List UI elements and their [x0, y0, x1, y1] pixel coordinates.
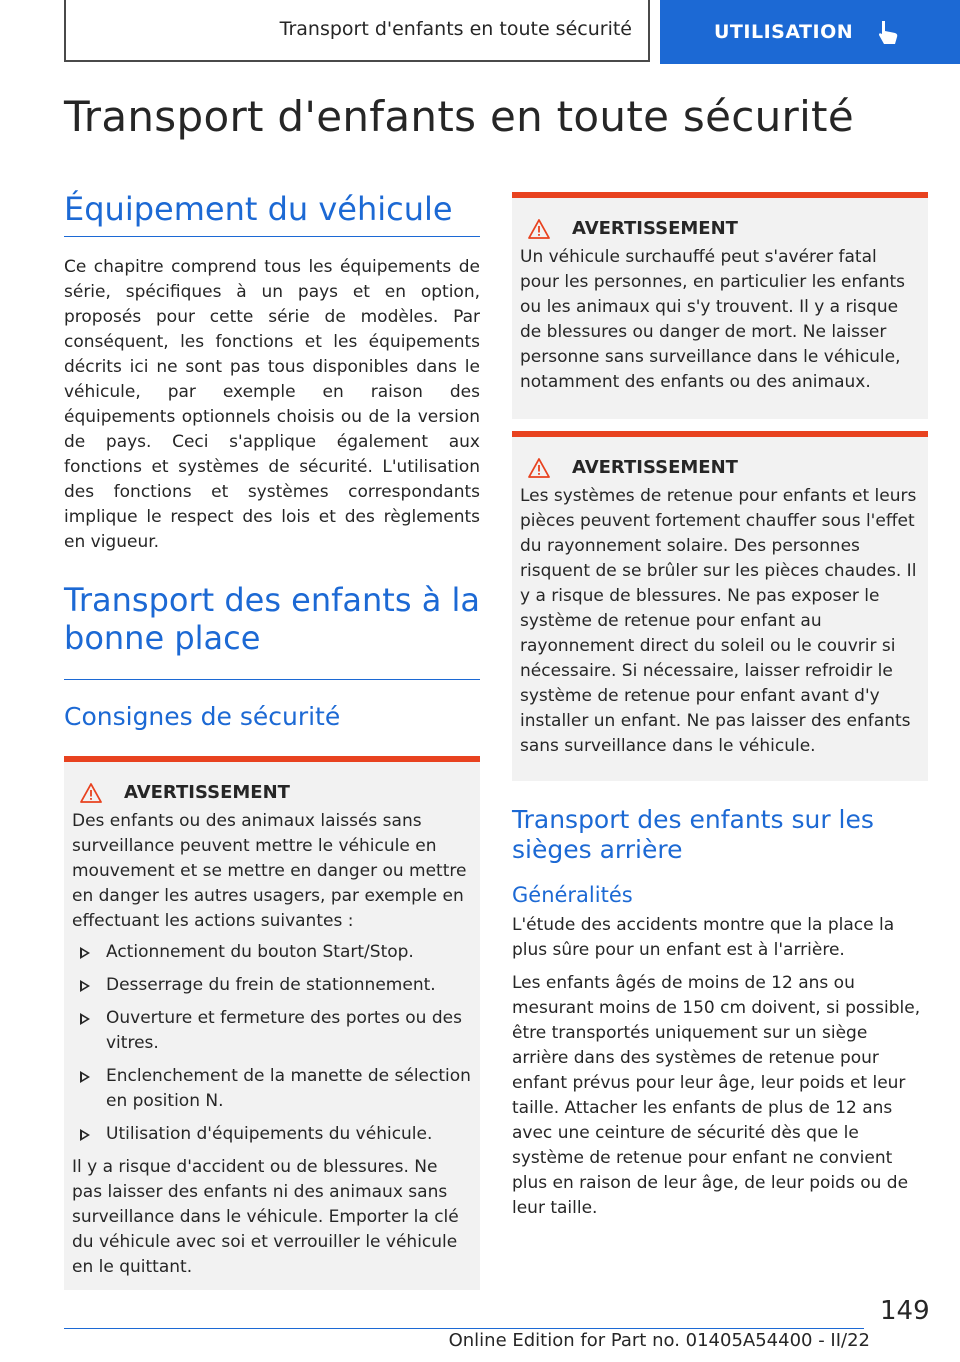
- warning-title: [520, 218, 920, 239]
- list-item: [72, 940, 472, 965]
- warning-outro: Il y a risque d'accident ou de blessures. Ne pas laisser des enfants ni des animaux sans surveillance dans le véhicule. Emporter la clé du véhicule avec soi et verrouiller le véhicule en le quittant.: [72, 1157, 459, 1277]
- list-item-text: Utilisation d'équipements du véhicule.: [106, 1124, 433, 1144]
- header-chapter-tab[interactable]: [660, 0, 960, 64]
- warning-text: Un véhicule surchauffé peut s'avérer fatal pour les personnes, en particulier les enfants ou les animaux qui s'y trouvent. Il y a risque de blessures ou danger de mort. Ne laisser personne sans surveillance dans le véhicule, notamment des enfants ou des animaux.: [520, 247, 905, 392]
- list-item-text: Desserrage du frein de stationnement.: [106, 975, 436, 995]
- general-paragraph-2: Les enfants âgés de moins de 12 ans ou mesurant moins de 150 cm doivent, si possible, être transportés uniquement sur un siège arrière dans des systèmes de retenue pour enfant prévus pour leur âge, leur poids et leur taille. Attacher les enfants de plus de 12 ans avec une ceinture de sécurité dès que le système de retenue pour enfant ne convient plus en raison de leur âge, de leur poids ou de leur taille.: [512, 973, 921, 1218]
- warning-box-children: [64, 756, 480, 1290]
- safety-heading: Consignes de sécurité: [64, 702, 341, 731]
- warning-title: [520, 457, 920, 478]
- left-column: [64, 190, 480, 1290]
- header-section-tab: [64, 0, 650, 62]
- warning-text: Les systèmes de retenue pour enfants et leurs pièces peuvent fortement chauffer sous l'effet du rayonnement solaire. Des personnes risquent de se brûler sur les pièces chaudes. Il y a risque de blessures. Ne pas exposer le système de retenue pour enfant au rayonnement direct du soleil ou le couvrir si nécessaire. Si nécessaire, laisser refroidir le système de retenue pour enfant avant d'y installer un enfant. Ne pas laisser des enfants sans surveillance dans le véhicule.: [520, 486, 917, 756]
- list-item: [72, 1064, 472, 1114]
- general-heading: Généralités: [512, 883, 633, 907]
- general-paragraph-1: L'étude des accidents montre que la place la plus sûre pour un enfant est à l'arrière.: [512, 915, 895, 960]
- triangle-bullet-icon: [80, 1129, 90, 1141]
- rear-seats-heading: Transport des enfants sur les sièges arrière: [512, 805, 874, 864]
- warning-action-list: [72, 940, 472, 1147]
- footer-edition: Online Edition for Part no. 01405A54400 - II/22: [448, 1330, 870, 1351]
- header-section-title: Transport d'enfants en toute sécurité: [279, 18, 632, 40]
- warning-triangle-icon: [80, 783, 102, 803]
- triangle-bullet-icon: [80, 947, 90, 959]
- general-paragraphs: [512, 913, 928, 1221]
- list-item-text: Ouverture et fermeture des portes ou des vitres.: [106, 1008, 462, 1053]
- place-rule: [64, 679, 480, 680]
- footer-rule: [64, 1328, 864, 1329]
- equipment-text: Ce chapitre comprend tous les équipements de série, spécifiques à un pays et en option, proposés pour cette série de modèles. Par conséquent, les fonctions et les équipements décrits ici ne sont pas tous disponibles dans le véhicule, par exemple en raison des équipements optionnels choisis ou de la version de pays. Ceci s'applique également aux fonctions et systèmes de sécurité. L'utilisation des fonctions et systèmes correspondants implique le respect des lois et des règlements en vigueur.: [64, 257, 480, 552]
- warning-triangle-icon: [528, 219, 550, 239]
- warning-box-heat: [512, 192, 928, 419]
- page-title: Transport d'enfants en toute sécurité: [64, 92, 854, 141]
- equipment-heading: Équipement du véhicule: [64, 190, 453, 228]
- warning-title: [72, 782, 472, 803]
- warning-box-sun: [512, 431, 928, 781]
- pointing-hand-icon: [875, 19, 901, 45]
- triangle-bullet-icon: [80, 1071, 90, 1083]
- triangle-bullet-icon: [80, 980, 90, 992]
- warning-title-label: AVERTISSEMENT: [124, 782, 290, 803]
- place-heading: Transport des enfants à la bonne place: [64, 581, 480, 657]
- warning-triangle-icon: [528, 458, 550, 478]
- equipment-paragraph: [64, 255, 480, 555]
- equipment-rule: [64, 236, 480, 237]
- page-number: 149: [880, 1296, 930, 1326]
- warning-intro: Des enfants ou des animaux laissés sans surveillance peuvent mettre le véhicule en mouvement et se mettre en danger ou mettre en danger les autres usagers, par exemple en effectuant les actions suivantes :: [72, 811, 467, 931]
- warning-title-label: AVERTISSEMENT: [572, 218, 738, 239]
- list-item-text: Enclenchement de la manette de sélection en position N.: [106, 1066, 471, 1111]
- warning-title-label: AVERTISSEMENT: [572, 457, 738, 478]
- list-item: [72, 973, 472, 998]
- list-item: [72, 1006, 472, 1056]
- header-chapter-label: UTILISATION: [714, 21, 854, 43]
- list-item-text: Actionnement du bouton Start/Stop.: [106, 942, 414, 962]
- triangle-bullet-icon: [80, 1013, 90, 1025]
- list-item: [72, 1122, 472, 1147]
- right-column: [512, 192, 928, 1229]
